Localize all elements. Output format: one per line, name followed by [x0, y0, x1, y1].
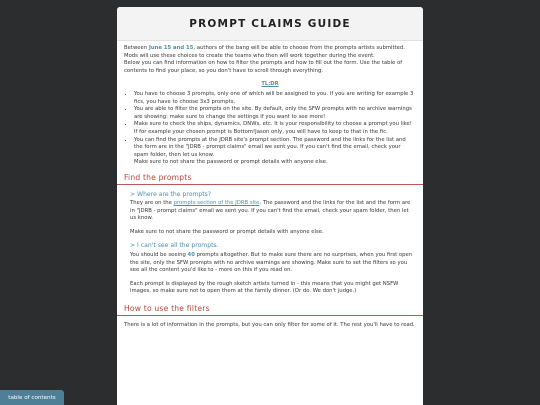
cant-see-answer [124, 252, 416, 275]
tldr-item: Make sure to not share the password or prompt details with anyone else. [134, 159, 328, 166]
where-prompts-answer [124, 200, 416, 223]
cant-see-question: > I can't see all the prompts. [130, 242, 219, 250]
filters-paragraph: There is a lot of information in the prompts, but you can only filter for some of it. The rest you'll have to read. [124, 321, 415, 328]
answer-text-cont: prompts altogether. But to make sure there are no surprises, when you first open the site, only the SFW prompts with no archive warnings are showing. Make sure to set the filters so you see all the content you'd like to - more on this if you read on. [130, 252, 413, 274]
card-header [117, 7, 423, 41]
intro-paragraph [124, 45, 416, 60]
find-prompts-heading: Find the prompts [124, 172, 192, 182]
intro-dates: June 15 and 15 [148, 45, 194, 51]
tldr-item: • You are able to filter the prompts on the site. By default, only the SFW prompts with no archive warnings are showing: make sure to change the settings if you want to see more! [134, 106, 416, 121]
intro-text-cont: , authors of the bang will be able to choose from the prompts artists submitted. Mods will use these choices to create the teams who then will work together during the event. [124, 45, 405, 59]
filters-heading: How to use the filters [124, 304, 210, 314]
table-of-contents-button[interactable]: table of contents [0, 390, 64, 405]
tldr-list [124, 91, 416, 167]
intro-text: Between [124, 45, 149, 51]
answer-text: They are on the [130, 200, 174, 207]
where-prompts-question: > Where are the prompts? [130, 190, 212, 198]
tldr-item: • Make sure to check the ships, dynamics, DNWs, etc. It is your responsibility to choose a prompt you like! If for example your chosen prompt is Bottom!Jason only, you will have to keep to that in the fic. [134, 121, 416, 136]
tldr-heading: TL;DR [261, 81, 279, 88]
prompt-count: 40 [187, 252, 195, 259]
section-divider [117, 184, 423, 185]
answer-text: You should be seeing [130, 252, 188, 259]
guide-card [117, 7, 423, 405]
share-warning: Make sure to not share the password or prompt details with anyone else. [130, 228, 324, 235]
prompts-section-link[interactable]: prompts section of the JDRB site [173, 200, 260, 207]
tldr-item: • You can find the prompts at the JDRB site's prompt section. The password and the links for the list and the form are in the "JDRB - prompt claims" email we sent you. If you can't find the email, check your spam folder, then let us know. [134, 137, 416, 160]
nsfw-note: Each prompt is displayed by the rough sketch artists turned in - this means that you might get NSFW images, so make sure not to open them at the family dinner. (Or do. We don't judge.) [130, 280, 399, 295]
tldr-item: • You have to choose 3 prompts, only one of which will be assigned to you. If you are writing for example 3 fics, you have to choose 3x3 prompts. [134, 91, 416, 106]
answer-text-cont: . The password and the links for the list and the form are in "JDRB - prompt claims" email we sent you. If you can't find the email, check your spam folder, then let us know. [130, 200, 411, 222]
section-divider [117, 315, 423, 316]
intro-paragraph-2: Below you can find information on how to filter the prompts and how to fill out the form. Use the table of contents to find your place, so you don't have to scroll through everything. [124, 60, 403, 74]
guide-body [117, 41, 423, 329]
page-title: PROMPT CLAIMS GUIDE [189, 17, 351, 30]
